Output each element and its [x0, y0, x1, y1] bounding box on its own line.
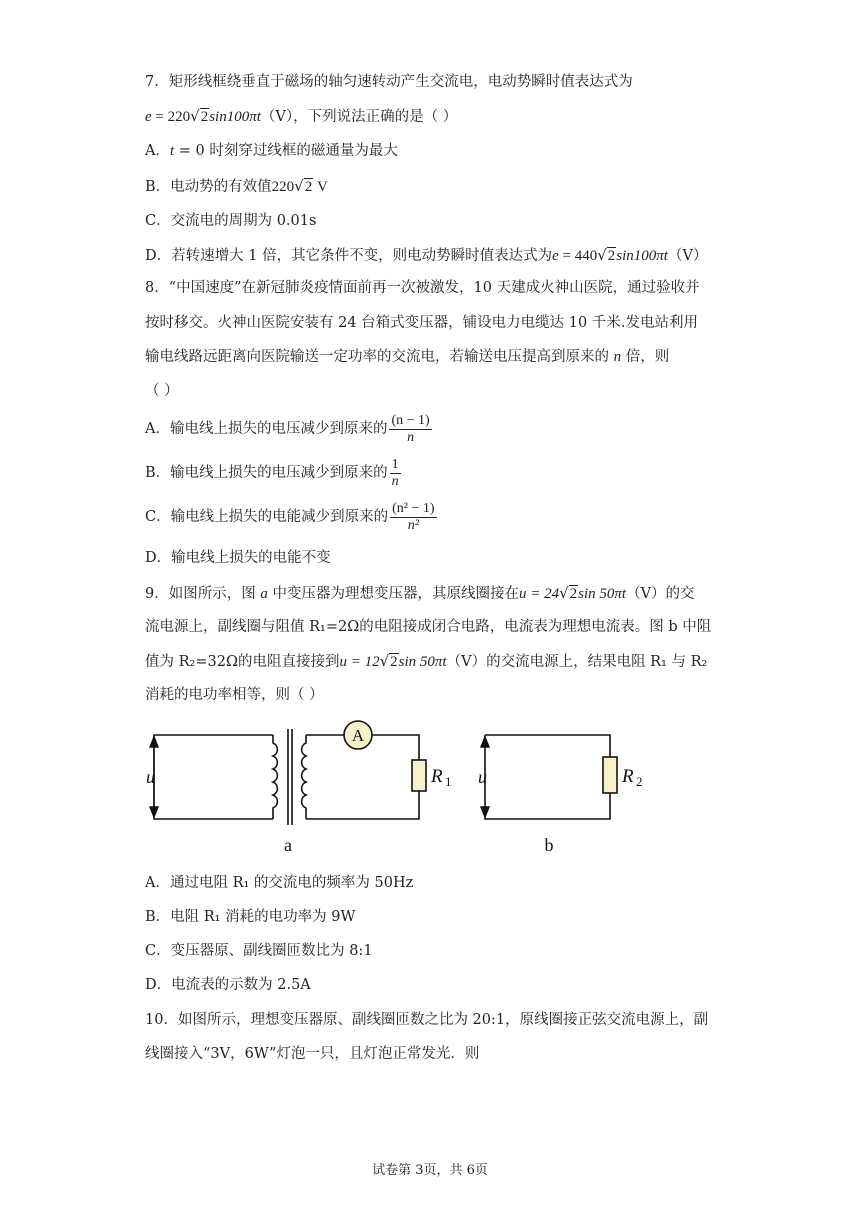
q9-formula1-sqrt: √2 [559, 584, 578, 602]
ammeter-label: A [351, 726, 365, 745]
circuit-b-wire [485, 735, 610, 757]
q9-stem-line2: 流电源上，副线圈与阻值 R₁=2Ω的电阻接成闭合电路，电流表为理想电流表。图 b 中阻 [145, 619, 712, 635]
r1-label: R [431, 766, 443, 787]
arrow-down-icon [150, 807, 158, 817]
q8-stem-line3: 输电线路远距离向医院输送一定功率的交流电，若输送电压提高到原来的 n 倍，则 [145, 349, 670, 365]
q9-option-b: B．电阻 R₁ 消耗的电功率为 9W [145, 909, 356, 925]
q9-option-a: A．通过电阻 R₁ 的交流电的频率为 50Hz [145, 875, 414, 891]
q7-option-b: B．电动势的有效值220√2 V [145, 177, 328, 195]
circuit-b-voltage-label: u [478, 767, 487, 787]
q7-formula-coef: = 220 [151, 109, 191, 125]
q8-stem-line2: 按时移交。火神山医院安装有 24 台箱式变压器，铺设电力电缆达 10 千米.发电站利用 [145, 315, 698, 331]
q8-stem-line4: （ ） [145, 383, 179, 399]
q9-stem-line1: 9．如图所示，图 a 中变压器为理想变压器，其原线圈接在u = 24√2sin 50πt（V）的交 [145, 584, 695, 602]
q9-formula2-sqrt: √2 [379, 652, 398, 670]
q7-stem-line2 [145, 106, 457, 127]
figure-label-b: b [544, 835, 554, 855]
arrow-down-icon [481, 807, 489, 817]
q7-formula-sin: sin100πt [209, 109, 261, 125]
q8-option-c: C．输电线上损失的电能减少到原来的 $\frac{\text{(n² − 1)}}{\text{n²}}$ [145, 500, 435, 533]
q7-stem-tail: （V），下列说法正确的是（ ） [260, 109, 458, 125]
circuit-a-voltage-label: u [146, 767, 155, 787]
q8-option-d: D．输电线上损失的电能不变 [145, 550, 331, 566]
q7-option-d: D．若转速增大 1 倍，其它条件不变，则电动势瞬时值表达式为e = 440√2sin100πt（V） [145, 246, 708, 264]
q10-stem-line1: 10．如图所示，理想变压器原、副线圈匝数之比为 20:1，原线圈接正弦交流电源上，副 [145, 1012, 709, 1028]
circuit-a-primary-coil [273, 735, 277, 819]
figure-label-a: a [284, 835, 292, 855]
q7-option-c: C．交流电的周期为 0.01s [145, 213, 317, 229]
circuit-a-primary-wire [154, 735, 273, 819]
r2-subscript: 2 [636, 774, 643, 789]
q7-option-d-sqrt: √2 [597, 246, 616, 264]
arrow-up-icon [150, 737, 158, 747]
r1-subscript: 1 [445, 774, 452, 789]
q8-stem-line1: 8．“中国速度”在新冠肺炎疫情面前再一次被激发，10 天建成火神山医院，通过验收并 [145, 280, 700, 296]
circuit-a-secondary-coil [302, 735, 306, 819]
q8-option-b-fraction: $\frac{1}{n}$ [391, 456, 399, 489]
q9-stem-line4: 消耗的电功率相等，则（ ） [145, 687, 324, 703]
r2-label: R [622, 766, 634, 787]
q9-circuit-figure [140, 715, 660, 860]
q7-formula-e: e [145, 109, 152, 125]
resistor-r2 [603, 757, 617, 793]
q9-option-c: C．变压器原、副线圈匝数比为 8:1 [145, 943, 373, 959]
q7-option-a: A．t = 0 时刻穿过线框的磁通量为最大 [145, 143, 398, 159]
q9-option-d: D．电流表的示数为 2.5A [145, 977, 311, 993]
q8-option-c-fraction: $\frac{\text{(n² − 1)}}{\text{n²}}$ [392, 500, 435, 533]
q8-option-b: B．输电线上损失的电压减少到原来的 $\frac{1}{n}$ [145, 456, 399, 489]
q8-option-a-fraction: $\frac{(n - 1)}{n}$ [391, 412, 430, 445]
q7-formula-sqrt: √2 [190, 107, 209, 125]
q10-stem-line2: 线圈接入“3V，6W”灯泡一只，且灯泡正常发光．则 [145, 1046, 480, 1062]
arrow-up-icon [481, 737, 489, 747]
q7-option-b-sqrt: √2 [294, 177, 313, 195]
resistor-r1 [412, 760, 426, 791]
q9-stem-line3: 值为 R₂=32Ω的电阻直接接到u = 12√2sin 50πt（V）的交流电源上，结果电阻 R₁ 与 R₂ [145, 652, 708, 670]
q8-option-a: A．输电线上损失的电压减少到原来的 $\frac{(n - 1)}{n}$ [145, 412, 430, 445]
page-footer: 试卷第 3页，共 6页 [372, 1163, 488, 1178]
q7-stem-line1: 7．矩形线框绕垂直于磁场的轴匀速转动产生交流电，电动势瞬时值表达式为 [145, 74, 633, 90]
